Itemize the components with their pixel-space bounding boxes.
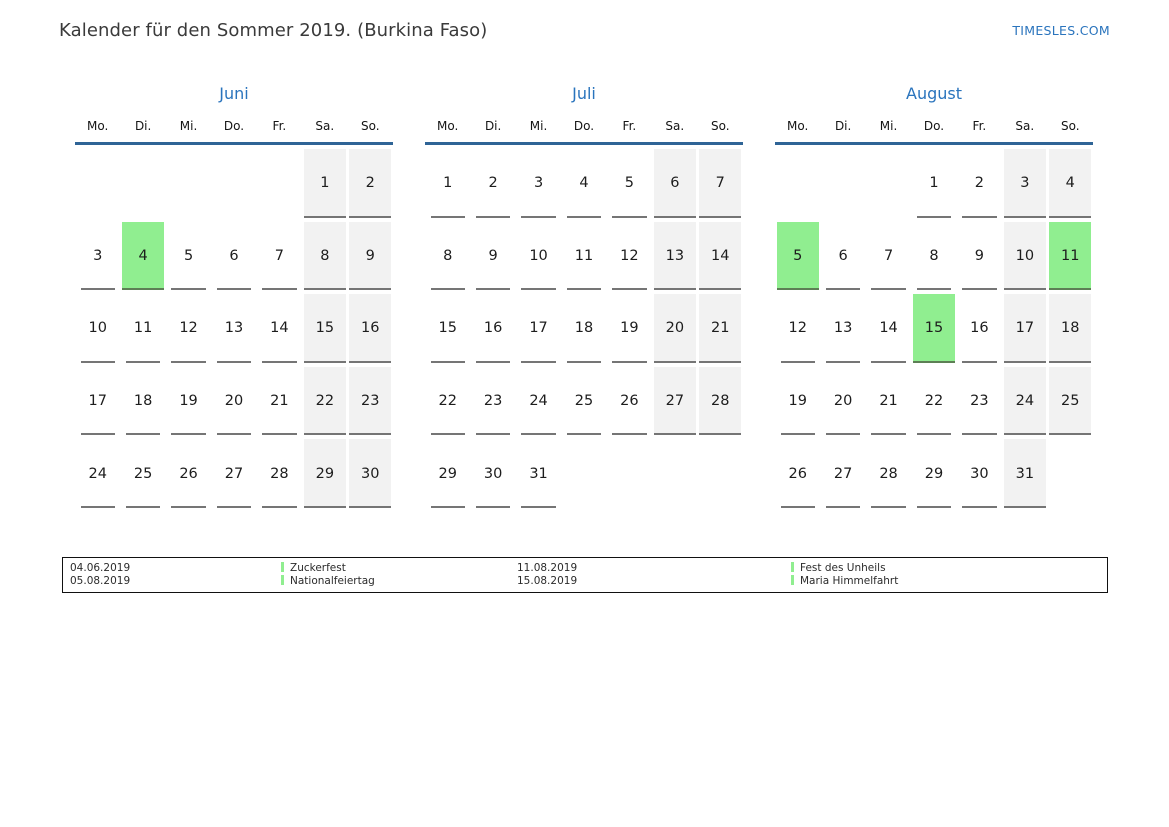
day-cell-holiday [1049,222,1091,291]
day-number: 9 [365,247,375,264]
day-number: 22 [315,393,335,410]
day-number: 2 [488,175,498,192]
day-number: 10 [529,247,548,264]
day-number: 8 [320,247,330,264]
legend-label-text: Maria Himmelfahrt [800,574,899,587]
day-cell [1049,439,1091,508]
day-number: 8 [443,247,453,264]
day-number: 25 [1061,393,1080,410]
day-cell [122,294,164,363]
day-cell [77,367,119,436]
day-number: 24 [529,393,548,410]
day-cell [122,367,164,436]
legend-date [70,562,281,575]
weekday-label: Do. [573,119,595,133]
day-cell [472,149,514,218]
weekday-label: Di. [484,119,502,133]
day-cell [213,367,255,436]
day-cell [699,149,741,218]
week-row [425,218,743,291]
day-cell [167,439,209,508]
day-cell-holiday [122,222,164,291]
weekday-header-row [775,106,1093,142]
months-container [75,84,1093,508]
day-number: 10 [88,320,107,337]
day-cell [1004,367,1046,436]
legend-column [791,562,1107,587]
day-cell [777,367,819,436]
holiday-marker-icon [281,575,284,585]
day-cell [77,439,119,508]
day-cell [958,439,1000,508]
day-cell [258,367,300,436]
day-cell [213,149,255,218]
day-number: 9 [488,247,498,264]
day-number: 20 [833,393,853,410]
day-cell [1049,149,1091,218]
day-cell [699,222,741,291]
day-cell [304,222,346,291]
day-number: 17 [529,320,548,337]
day-cell [563,149,605,218]
day-cell [77,149,119,218]
day-number: 1 [443,175,453,192]
weekday-label: So. [710,119,730,133]
day-cell [472,439,514,508]
holiday-marker-icon [791,562,794,572]
day-number: 16 [483,320,503,337]
day-number: 15 [438,320,457,337]
day-number: 30 [361,465,380,482]
day-cell [213,439,255,508]
day-number: 18 [1061,320,1080,337]
day-number: 3 [533,175,544,192]
weekday-header-row [75,106,393,142]
legend-date-text: 04.06.2019 [70,562,131,574]
day-cell [427,439,469,508]
legend-date-text: 05.08.2019 [70,574,131,587]
day-cell [822,367,864,436]
day-number: 1 [929,175,939,192]
day-cell [349,439,391,508]
day-number: 14 [879,320,898,337]
day-number: 27 [665,393,685,410]
day-cell [958,294,1000,363]
weekday-label: Do. [223,119,245,133]
day-number: 19 [620,320,639,337]
month-title: Juli [572,84,596,103]
month-title: August [906,84,962,103]
day-cell [213,294,255,363]
day-number: 11 [1061,247,1080,264]
day-number: 21 [879,393,898,410]
day-cell [608,367,650,436]
legend-date [70,575,281,588]
day-number: 13 [833,320,853,337]
day-cell [77,222,119,291]
day-number: 10 [1015,247,1035,264]
day-number: 21 [270,393,289,410]
weekday-label: Fr. [972,119,987,133]
week-row [775,290,1093,363]
weekday-label: So. [360,119,380,133]
day-number: 2 [365,175,375,192]
day-number: 30 [483,465,503,482]
weekday-label: Fr. [272,119,287,133]
day-number: 17 [1015,320,1035,337]
week-row [425,435,743,508]
day-cell [958,222,1000,291]
weekday-header-row [425,106,743,142]
day-cell [427,149,469,218]
day-cell [167,294,209,363]
day-cell [122,149,164,218]
week-row [75,145,393,218]
day-number: 6 [838,247,848,264]
day-number: 14 [711,247,730,264]
week-row [425,145,743,218]
day-cell [608,149,650,218]
day-cell [654,367,696,436]
day-cell [699,294,741,363]
weekday-label: Fr. [622,119,637,133]
weekday-label: Do. [923,119,945,133]
legend-date-text: 15.08.2019 [517,574,578,587]
day-cell [913,222,955,291]
day-number: 27 [224,465,244,482]
day-number: 25 [574,393,594,410]
day-number: 20 [665,320,685,337]
page-title: Kalender für den Sommer 2019. (Burkina Faso) [59,20,488,41]
day-number: 31 [1015,465,1035,482]
day-number: 23 [483,393,503,410]
day-cell [822,294,864,363]
month-juli [425,84,743,508]
day-cell [167,367,209,436]
day-cell [427,294,469,363]
day-cell [822,222,864,291]
day-number: 5 [624,175,635,192]
day-cell [517,294,559,363]
day-cell [654,439,696,508]
day-number: 11 [574,247,594,264]
holiday-marker-icon [791,575,794,585]
day-cell [867,222,909,291]
day-cell-holiday [913,294,955,363]
day-cell [913,367,955,436]
day-cell [867,439,909,508]
day-cell [654,294,696,363]
day-cell [258,439,300,508]
weekday-label: Mi. [179,119,198,133]
day-cell [1004,222,1046,291]
day-number: 12 [620,247,639,264]
day-number: 4 [138,247,148,264]
day-number: 12 [788,320,807,337]
day-cell [304,294,346,363]
week-row [75,290,393,363]
day-number: 18 [133,393,153,410]
legend-label-text: Fest des Unheils [800,562,886,574]
week-row [75,218,393,291]
day-number: 13 [665,247,685,264]
day-number: 26 [179,465,198,482]
day-cell [563,222,605,291]
week-row [425,290,743,363]
day-number: 26 [620,393,639,410]
weekday-label: Di. [134,119,152,133]
day-number: 6 [670,175,680,192]
day-cell [654,149,696,218]
month-title: Juni [219,84,249,103]
day-cell [167,149,209,218]
day-cell [304,439,346,508]
day-cell [122,439,164,508]
legend-label [791,575,1107,588]
day-number: 8 [929,247,939,264]
day-cell [777,149,819,218]
day-number: 23 [361,393,380,410]
day-number: 31 [529,465,548,482]
day-cell [608,222,650,291]
legend-label [791,562,1107,575]
legend-label-text: Nationalfeiertag [290,574,375,587]
brand-link[interactable]: TIMESLES.COM [1012,23,1110,38]
day-cell [958,367,1000,436]
day-cell [1004,149,1046,218]
legend-column [517,562,791,587]
legend-column [281,562,517,587]
day-number: 18 [574,320,594,337]
day-cell [822,439,864,508]
day-cell [867,149,909,218]
weekday-label: Mo. [437,119,459,133]
day-cell [1004,439,1046,508]
day-number: 19 [179,393,198,410]
legend-date [517,575,791,588]
day-number: 19 [788,393,807,410]
weekday-label: Sa. [1015,119,1035,133]
day-cell [472,367,514,436]
day-cell [699,439,741,508]
legend-date [517,562,791,575]
day-number: 22 [438,393,457,410]
day-number: 28 [711,393,730,410]
day-cell [958,149,1000,218]
day-number: 4 [1065,175,1075,192]
day-cell [349,222,391,291]
day-number: 27 [833,465,853,482]
day-number: 21 [711,320,730,337]
day-number: 12 [179,320,198,337]
day-number: 3 [1020,175,1030,192]
day-cell [777,439,819,508]
day-cell [654,222,696,291]
week-row [75,435,393,508]
day-number: 7 [715,175,725,192]
day-cell [777,294,819,363]
day-cell [822,149,864,218]
day-cell [427,222,469,291]
day-number: 29 [924,465,944,482]
day-cell [349,294,391,363]
day-cell [1049,367,1091,436]
legend-label-text: Zuckerfest [290,562,346,574]
day-number: 15 [924,320,944,337]
day-number: 30 [970,465,989,482]
day-number: 16 [361,320,380,337]
day-cell [1049,294,1091,363]
day-cell [304,367,346,436]
day-number: 29 [438,465,457,482]
day-number: 24 [1015,393,1035,410]
weekday-label: Mo. [87,119,109,133]
week-row [425,363,743,436]
day-number: 22 [924,393,944,410]
day-number: 5 [793,247,803,264]
day-number: 17 [88,393,107,410]
day-cell [608,439,650,508]
day-cell [213,222,255,291]
page-header [59,20,1110,41]
legend-label [281,575,517,588]
legend-label [281,562,517,575]
day-number: 29 [315,465,335,482]
day-number: 16 [970,320,989,337]
day-number: 25 [133,465,153,482]
day-cell [472,294,514,363]
day-number: 9 [974,247,985,264]
day-cell [1004,294,1046,363]
day-number: 7 [274,247,285,264]
day-number: 3 [93,247,103,264]
weekday-label: Mo. [787,119,809,133]
day-cell [608,294,650,363]
day-number: 20 [224,393,244,410]
day-number: 2 [974,175,985,192]
month-august [775,84,1093,508]
day-cell [349,367,391,436]
day-cell-holiday [777,222,819,291]
day-cell [517,149,559,218]
weekday-label: Mi. [879,119,898,133]
weekday-label: Di. [834,119,852,133]
week-row [775,435,1093,508]
day-cell [258,222,300,291]
day-cell [349,149,391,218]
weekday-label: Sa. [665,119,685,133]
day-cell [517,222,559,291]
day-number: 6 [229,247,239,264]
day-number: 28 [270,465,289,482]
day-number: 13 [224,320,244,337]
day-number: 23 [970,393,989,410]
day-number: 11 [133,320,153,337]
day-cell [304,149,346,218]
day-cell [258,149,300,218]
day-number: 5 [183,247,194,264]
day-number: 1 [320,175,330,192]
day-cell [427,367,469,436]
day-cell [867,367,909,436]
weekday-label: Sa. [315,119,335,133]
day-cell [77,294,119,363]
week-row [775,145,1093,218]
week-row [75,363,393,436]
day-number: 14 [270,320,289,337]
holiday-legend [62,557,1108,593]
day-cell [913,439,955,508]
day-cell [167,222,209,291]
day-cell [517,439,559,508]
weekday-label: Mi. [529,119,548,133]
day-cell [517,367,559,436]
day-number: 15 [315,320,335,337]
day-number: 4 [579,175,589,192]
day-number: 7 [883,247,894,264]
day-number: 24 [88,465,107,482]
day-number: 28 [879,465,898,482]
day-cell [472,222,514,291]
day-cell [563,439,605,508]
day-cell [563,294,605,363]
day-cell [913,149,955,218]
week-row [775,363,1093,436]
day-cell [258,294,300,363]
holiday-marker-icon [281,562,284,572]
weekday-label: So. [1060,119,1080,133]
week-row [775,218,1093,291]
legend-column [63,562,281,587]
legend-date-text: 11.08.2019 [517,562,578,574]
day-cell [699,367,741,436]
month-juni [75,84,393,508]
day-number: 26 [788,465,807,482]
day-cell [563,367,605,436]
day-cell [867,294,909,363]
